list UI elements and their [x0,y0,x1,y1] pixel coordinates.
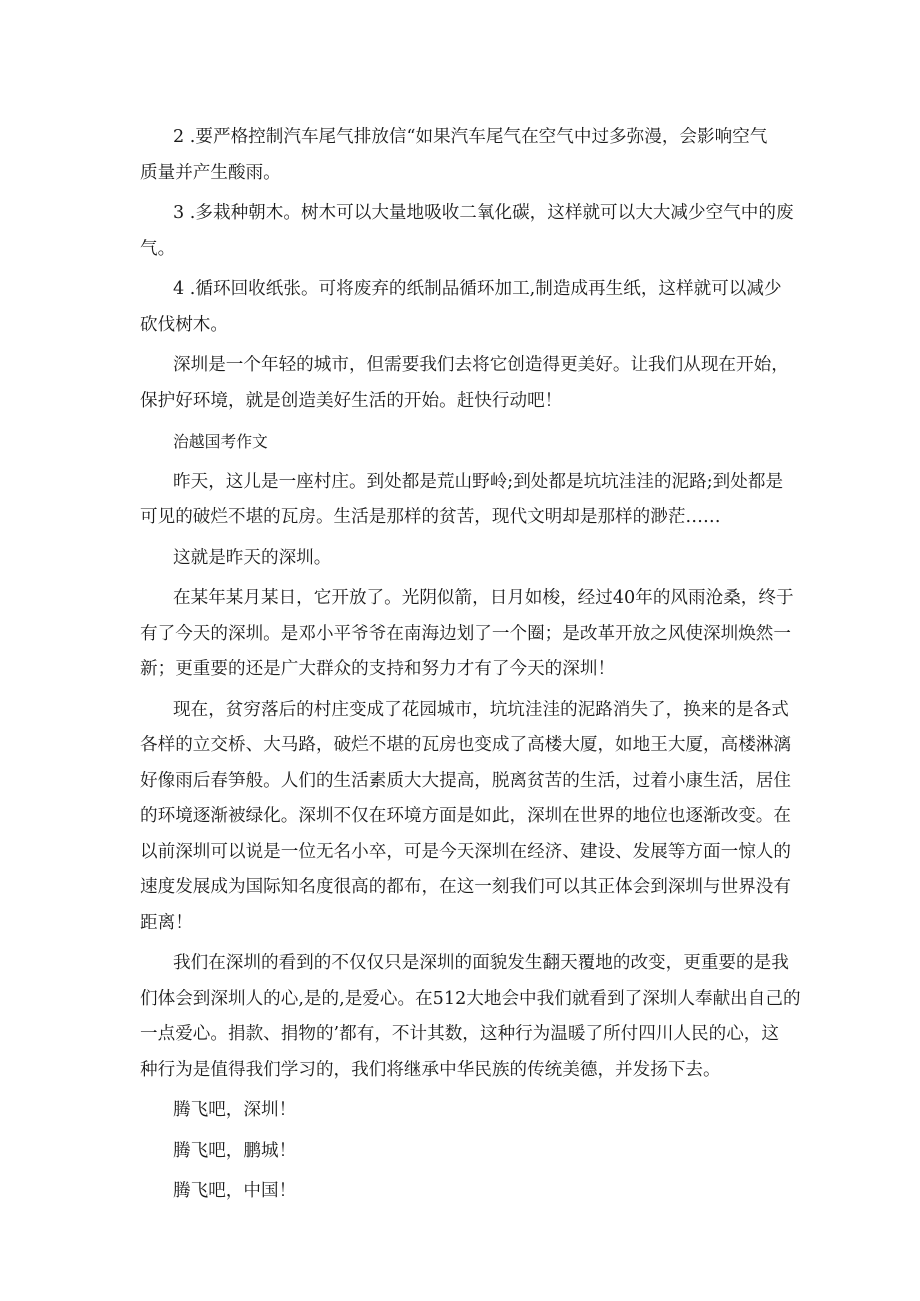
paragraph [173,1134,773,1170]
text-line: 现在，贫穷落后的村庄变成了花园城市，坑坑洼洼的泥路消失了，换来的是各式 [173,699,789,720]
text-line: 可见的破烂不堪的瓦房。生活是那样的贫苦，现代文明却是那样的渺茫…… [140,507,721,527]
text-line: 各样的立交桥、大马路，破烂不堪的瓦房也变成了高楼大厦，如地王大厦，高楼淋漓 [140,735,791,755]
section-heading [173,424,773,460]
text-line: 砍伐树木。 [140,314,228,335]
paragraph [140,693,791,942]
text-line: 新；更重要的还是广大群众的支持和努力才有了今天的深圳！ [140,659,616,679]
text-line: 3 .多栽种朝木。树木可以大量地吸收二氧化碳，这样就可以大大减少空气中的废 [173,203,794,223]
text-line: 深圳是一个年轻的城市，但需要我们去将它创造得更美好。让我们从现在开始， [173,355,789,375]
text-line: 保护好环境，就是创造美好生活的开始。赶快行动吧！ [140,390,563,411]
text-line: 4 .循环回收纸张。可将废弃的纸制品循环加工,制造成再生纸，这样就可以减少 [173,279,782,299]
paragraph [173,1093,773,1129]
paragraph [173,541,773,577]
text-line: 种行为是值得我们学习的，我们将继承中华民族的传统美德，并发扬下去。 [140,1059,721,1080]
text-line: 2 .要严格控制汽车尾气排放信“如果汽车尾气在空气中过多弥漫，会影响空气 [173,127,768,147]
text-line: 的环境逐渐被绿化。深圳不仅在环境方面是如此，深圳在世界的地位也逐渐改变。在 [140,806,791,826]
paragraph [140,196,794,267]
text-line: 腾飞吧，鹏城！ [173,1140,297,1161]
paragraph [140,581,794,688]
text-line: 好像雨后春笋般。人们的生活素质大大提高，脱离贫苦的生活，过着小康生活，居住 [140,770,791,791]
text-line: 我们在深圳的看到的不仅仅只是深圳的面貌发生翻天覆地的改变，更重要的是我 [173,953,789,973]
paragraph [173,1174,773,1210]
text-line: 们体会到深圳人的心,是的,是爱心。在512大地会中我们就看到了深圳人奉献出自己的 [140,988,801,1009]
text-line: 以前深圳可以说是一位无名小卒，可是今天深圳在经济、建设、发展等方面一惊人的 [140,841,791,862]
text-line: 腾飞吧，深圳！ [173,1100,297,1120]
paragraph [140,120,773,191]
document-body [140,120,801,1215]
paragraph [140,348,789,419]
text-line: 一点爱心。捐款、捐物的’都有，不计其数，这种行为温暖了所付四川人民的心，这 [140,1024,779,1044]
text-line: 质量并产生酸雨。 [140,162,281,183]
text-line: 在某年某月某日，它开放了。光阴似箭，日月如梭，经过40年的风雨沧桑，终于 [173,588,794,608]
paragraph [140,465,784,536]
text-line: 治越国考作文 [173,432,268,451]
paragraph [140,272,782,343]
text-line: 速度发展成为国际知名度很高的都布，在这一刻我们可以其正体会到深圳与世界没有 [140,877,791,897]
text-line: 腾飞吧，中国！ [173,1181,297,1201]
text-line: 气。 [140,238,176,259]
text-line: 昨天，这儿是一座村庄。到处都是荒山野岭;到处都是坑坑洼洼的泥路;到处都是 [173,471,784,492]
text-line: 有了今天的深圳。是邓小平爷爷在南海边划了一个圈；是改革开放之风使深圳焕然一 [140,623,791,644]
text-line: 距离！ [140,912,193,933]
paragraph [140,946,801,1088]
text-line: 这就是昨天的深圳。 [173,547,332,568]
